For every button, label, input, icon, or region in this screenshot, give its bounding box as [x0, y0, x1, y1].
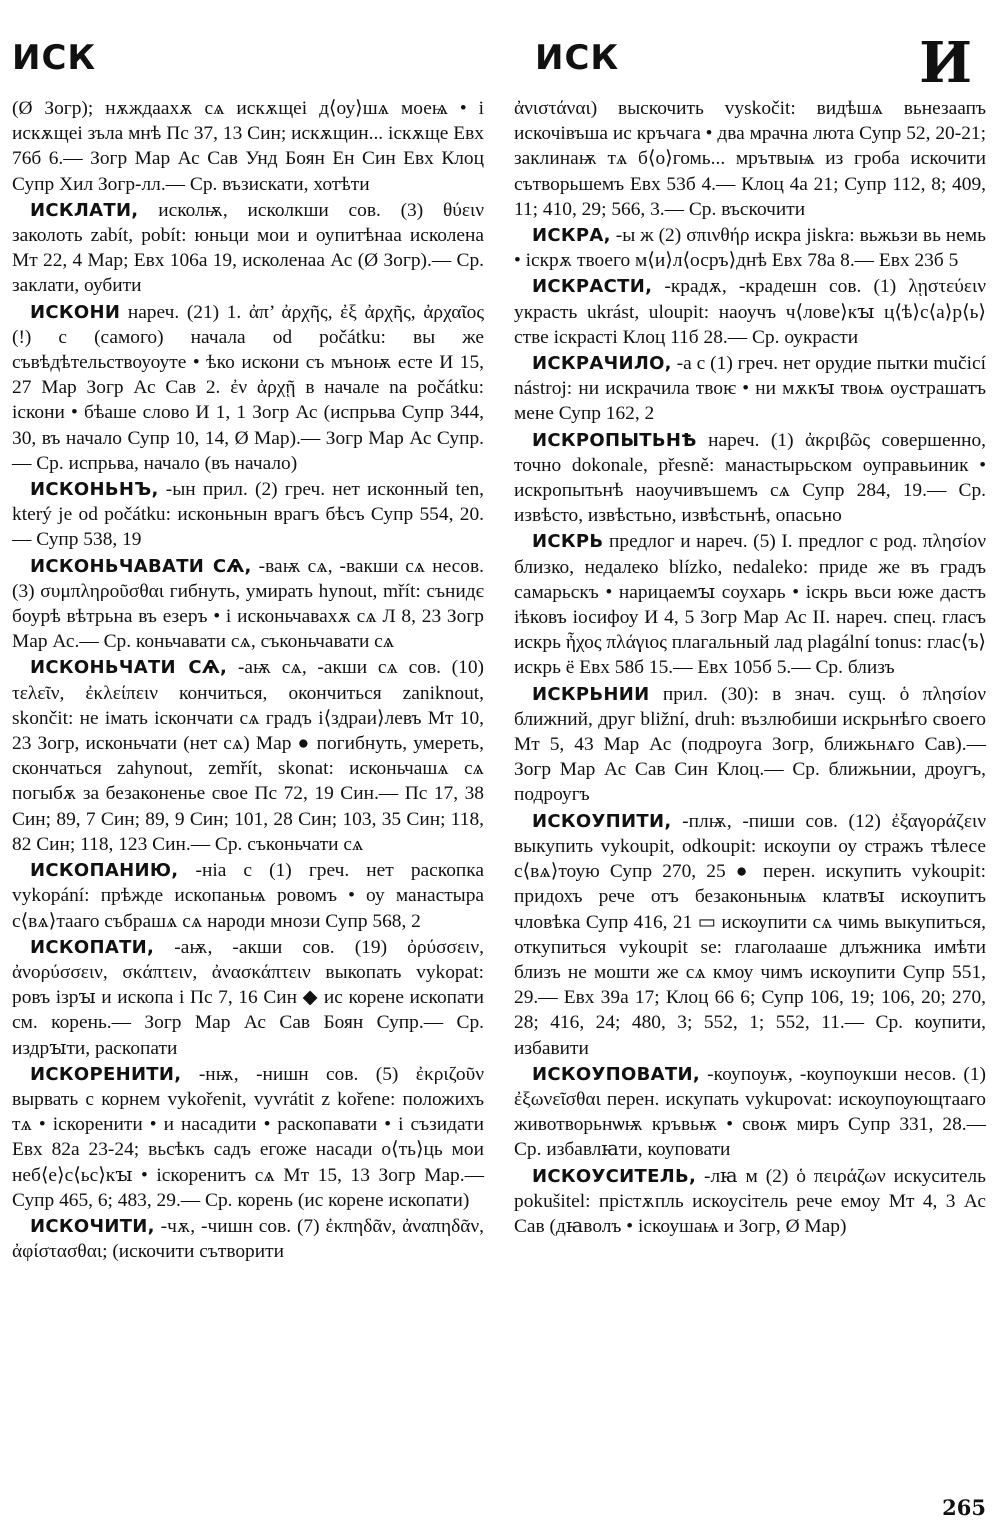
entry-definition: предлог и нареч. (5) I. предлог с род. πλησίον близко, недалеко blízko, nedaleko: приде же въ градъ самарьскъ • нарицаемꙑ соухарь • іскрь вьси юже дастъ іѣковъ іосифоу И 4, 5 Зогр Мар Ас II. нареч. спец. гласъ искрь ἦχος πλάγιος плагальный лад plagální tonus: глас⟨ъ⟩ искрь ё Евх 58б 15.— Евх 105б 5.— Ср. близъ	[514, 531, 986, 679]
dictionary-entry	[12, 655, 484, 857]
dictionary-entry	[12, 1214, 484, 1264]
dictionary-entry	[12, 554, 484, 655]
entry-headword: ИСКРА,	[532, 225, 611, 247]
entry-definition: -а с (1) греч. нет орудие пытки mučicí nástroj: ни искрачила твоѥ • ни мѫкꙑ твоѩ оустрашатъ мене Супр 162, 2	[514, 353, 986, 425]
dictionary-entry	[514, 223, 986, 273]
entry-definition: -лꙗ м (2) ὁ πειράζων искуситель pokušitel: прістѫпль искоусітель рече емоу Мт 4, 3 Ас Сав (дꙗволъ • іскоушаѩ и Зогр, Ø Мар)	[514, 1165, 986, 1237]
entry-headword: ИСКОУПОВАТИ,	[532, 1063, 700, 1085]
dictionary-entry	[514, 1164, 986, 1240]
dictionary-entry	[514, 682, 986, 808]
dictionary-entry	[12, 935, 484, 1061]
entry-definition: ἀνιστάναι) выскочить vyskočit: видѣшѧ вьнезаапъ искочівъша ис кръчага • два мрачна люта Супр 52, 20-21; заклинаѭ тѧ б⟨о⟩гомь... мрътвыѩ из гроба искочити сътворьшемъ Евх 53б 4.— Клоц 4а 21; Супр 112, 8; 409, 11; 410, 29; 566, 3.— Ср. въскочити	[514, 98, 986, 220]
entry-headword: ИСКРАСТИ,	[532, 276, 653, 298]
entry-headword: ИСКРОПЫТЬНѢ	[532, 429, 697, 451]
right-column	[514, 96, 986, 1240]
entry-headword: ИСКРАЧИЛО,	[532, 353, 672, 375]
entry-headword: ИСКЛАТИ,	[30, 199, 139, 221]
running-head-center: ИСК	[535, 38, 620, 78]
entry-definition: -крадѫ, -крадешн сов. (1) λῃστεύειν украсть ukrást, uloupit: наоучъ ч⟨лове⟩кꙑ ц⟨ѣ⟩с⟨а⟩р⟨ь⟩стве іскрасті Клоц 11б 28.— Ср. оукрасти	[514, 276, 986, 348]
entry-definition: -ваѭ сѧ, -вакши сѧ несов. (3) συμπληροῦσθαι гибнуть, умирать hynout, mřít: сънидє боурѣ вѣтрьна въ езеръ • і исконьчавахѫ сѧ Л 8, 23 Зогр Мар Ас.— Ср. коньчавати сѧ, съконьчавати сѧ	[12, 555, 484, 653]
dictionary-entry	[514, 529, 986, 680]
entry-headword: ИСКОНЬЧАТИ СѦ,	[30, 657, 228, 679]
page-number: 265	[942, 1495, 986, 1520]
entry-definition: -коупоуѭ, -коупоукши несов. (1) ἐξωνεῖσθαι перен. искупать vykupovat: искоупоующтааго животворьнѡѭ кръвьѭ • своѭ миръ Супр 331, 28.— Ср. избавлꙗти, коуповати	[514, 1063, 986, 1161]
running-head-left: ИСК	[12, 38, 97, 78]
entry-definition: (Ø Зогр); нѫждаахѫ сѧ искѫщеі д⟨оу⟩шѧ моеѩ • і искѫщеі зъла мнѣ Пс 37, 13 Син; искѫщин... іскѫще Евх 76б 6.— Зогр Мар Ас Сав Унд Боян Ен Син Евх Клоц Супр Хил Зогр-лл.— Ср. възискати, хотѣти	[12, 98, 484, 195]
dictionary-entry	[12, 477, 484, 553]
entry-definition: исколѭ, исколкши сов. (3) θύειν заколоть zabít, pobít: юньци мои и оупитѣнаа исколена Мт 22, 4 Мар; Евх 106а 19, исколенаа Ас (Ø Зогр).— Ср. заклати, оубити	[12, 199, 484, 297]
entry-headword: ИСКОУСИТЕЛЬ,	[532, 1165, 697, 1187]
entry-definition: прил. (30): в знач. сущ. ὁ πλησίον ближний, друг bližní, druh: възлюбиши искрьнѣго своего Мт 5, 43 Мар Ас (подроуга Зогр, ближьнѧго Сав).— Зогр Мар Ас Сав Син Клоц.— Ср. ближьнии, дроугъ, подроугъ	[514, 683, 986, 806]
entry-definition: -плѭ, -пиши сов. (12) ἐξαγοράζειν выкупить vykoupit, odkoupit: искоупи оу стражъ тѣлесе с⟨вѧ⟩тоую Супр 270, 25 ● перен. искупить vykoupit: придохъ рече отъ безаконьныѩ клатвꙑ искоупитъ чловѣка Супр 416, 21 ▭ искоупити сѧ чимь выкупиться, откупиться vykoupit se: глаголааше длъжника имѣти близъ не мошти же сѧ кмоу чимъ искоупити Супр 551, 29.— Евх 39а 17; Клоц 66 6; Супр 106, 19; 106, 20; 270, 28; 416, 24; 480, 3; 552, 1; 552, 11.— Ср. коупити, избавити	[514, 810, 986, 1059]
dictionary-entry	[12, 1062, 484, 1213]
dictionary-entry	[514, 428, 986, 529]
entry-headword: ИСКОЧИТИ,	[30, 1215, 155, 1237]
dictionary-entry	[514, 809, 986, 1061]
entry-definition: нареч. (1) ἀκριβῶς совершенно, точно dokonale, přesně: манастырьском оуправьиник • искропытьнѣ наоучивъшемъ сѧ Супр 284, 19.— Ср. извѣсто, извѣстьно, извѣстьнѣ, опасьно	[514, 429, 986, 527]
entry-headword: ИСКРЬ	[532, 531, 604, 553]
entry-headword: ИСКОНЬНЪ,	[30, 479, 159, 501]
dictionary-entry	[12, 198, 484, 299]
entry-definition: -ніа с (1) греч. нет раскопка vykopání: прѣжде ископаньѩ ровомъ • оу манастыра с⟨вѧ⟩тааго събрашѧ сѧ народи мнози Супр 568, 2	[12, 860, 484, 932]
entry-headword: ИСКОНЬЧАВАТИ СѦ,	[30, 555, 252, 577]
entry-definition: -чѫ, -чишн сов. (7) ἐκπηδᾶν, ἀναπηδᾶν, ἀφίστασθαι; (искочити сътворити	[12, 1215, 484, 1263]
entry-definition: -ы ж (2) σπινθήρ искра jiskra: вьжьзи вь немь • іскрѫ твоего м⟨и⟩л⟨осръ⟩днѣ Евх 78а 8.— Евх 23б 5	[514, 225, 986, 272]
entry-headword: ИСКОПАТИ,	[30, 936, 155, 958]
entry-headword: ИСКОПАНИЮ,	[30, 860, 179, 882]
entry-definition: -аѭ сѧ, -акши сѧ сов. (10) τελεῖν, ἐκλείπειν кончиться, окончиться zaniknout, skončit: не імать іскончати сѧ градъ і⟨здраи⟩левъ Мт 10, 23 Зогр, исконьчати (нет сѧ) Мар ● погибнуть, умереть, скончаться zahynout, zemřít, skonat: исконьчашѧ сѧ погыбѫ за безаконенье свое Пс 72, 19 Син.— Пс 17, 38 Син; 89, 7 Син; 89, 9 Син; 101, 28 Син; 103, 35 Син; 118, 82 Син; 118, 123 Син.— Ср. съконьчати сѧ	[12, 657, 484, 855]
dictionary-entry	[12, 96, 484, 197]
dictionary-entry	[12, 300, 484, 476]
entry-headword: ИСКОНИ	[30, 301, 121, 323]
dictionary-entry	[514, 1062, 986, 1163]
entry-headword: ИСКРЬНИИ	[532, 683, 650, 705]
dictionary-entry	[514, 96, 986, 222]
entry-definition: -ын прил. (2) греч. нет исконный ten, který je od počátku: исконьнын врагъ бѣсъ Супр 554, 20.— Супр 538, 19	[12, 479, 484, 551]
left-column	[12, 96, 484, 1265]
dictionary-entry	[514, 351, 986, 427]
entry-definition: нареч. (21) 1. ἀπ’ ἀρχῆς, ἐξ ἀρχῆς, ἀρχαῖος (!) с (самого) начала od počátku: вы же съвѣдѣтельствоуоуте • ѣко искони съ мъноѭ есте И 15, 27 Мар Зогр Ас Сав 2. ἐν ἀρχῇ в начале na počátku: іскони • бѣаше слово И 1, 1 Зогр Ас (испрьва Супр 344, 30, въ начало Супр 10, 14, Ø Мар).— Зогр Мар Ас Супр.— Ср. испрьва, начало (въ начало)	[12, 301, 484, 474]
section-letter: И	[919, 30, 972, 96]
entry-definition: -нѭ, -нишн сов. (5) ἐκριζοῦν вырвать с корнем vykořenit, vyvrátit z kořene: положихъ тѧ • іскоренити • и насадити • раскопавати • і съзидати Евх 82а 23-24; вьсѣкъ садъ егоже насади о⟨ть⟩ць мои неб⟨е⟩с⟨ьс⟩кꙑ • іскоренитъ сѧ Мт 15, 13 Зогр Мар.— Супр 465, 6; 483, 29.— Ср. корень (ис корене ископати)	[12, 1063, 484, 1211]
entry-definition: -аѭ, -акши сов. (19) ὀρύσσειν, ἀνορύσσειν, σκάπτειν, ἀνασκάπτειν выкопать vykopat: ровъ ізрꙑ и ископа і Пс 7, 16 Син ◆ ис корене ископати см. корень.— Зогр Мар Ас Сав Боян Супр.— Ср. издрꙑти, раскопати	[12, 936, 484, 1059]
dictionary-entry	[12, 858, 484, 934]
dictionary-entry	[514, 274, 986, 350]
entry-headword: ИСКОРЕНИТИ,	[30, 1063, 182, 1085]
entry-headword: ИСКОУПИТИ,	[532, 810, 672, 832]
